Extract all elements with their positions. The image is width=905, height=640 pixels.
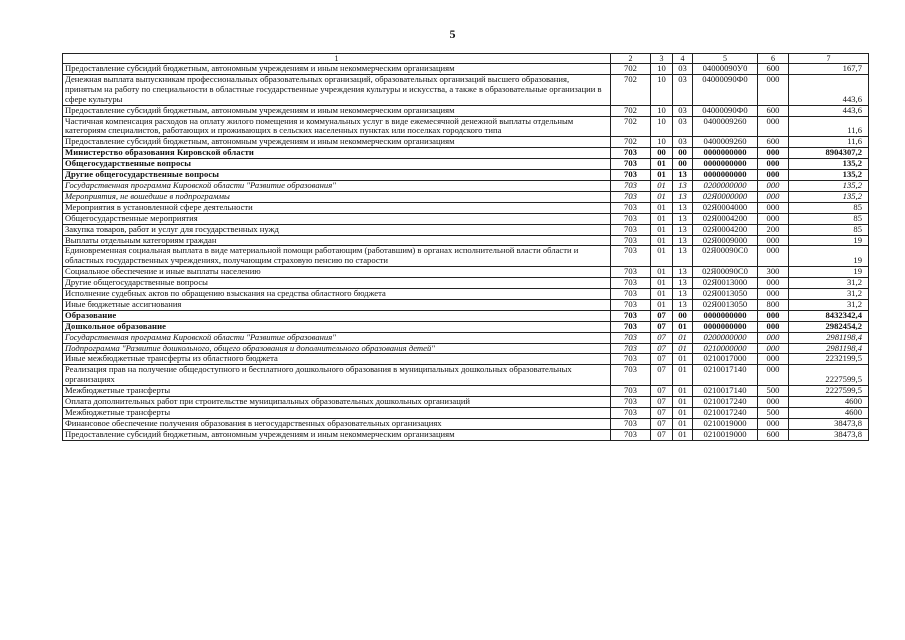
section-code-cell: 01 (651, 235, 673, 246)
row-description-cell: Предоставление субсидий бюджетным, автономным учреждениям и иным некоммерческим организациям (63, 429, 611, 440)
row-description-cell: Предоставление субсидий бюджетным, автономным учреждениям и иным некоммерческим организациям (63, 64, 611, 75)
section-code-cell: 07 (651, 365, 673, 386)
ministry-code-cell: 702 (611, 74, 651, 105)
row-description-cell: Социальное обеспечение и иные выплаты населению (63, 267, 611, 278)
header-cell: 6 (758, 54, 789, 64)
expense-type-code-cell: 000 (758, 213, 789, 224)
subsection-code-cell: 13 (673, 289, 693, 300)
section-code-cell: 01 (651, 246, 673, 267)
table-row (63, 180, 869, 191)
expense-type-code-cell: 000 (758, 397, 789, 408)
section-code-cell: 07 (651, 397, 673, 408)
subsection-code-cell: 01 (673, 386, 693, 397)
section-code-cell: 10 (651, 74, 673, 105)
row-description-cell: Единовременная социальная выплата в виде материальной помощи работающим (работавшим) в органах исполнительной власти области и областных государственных учреждениях, получающим страховую пенсию по старости (63, 246, 611, 267)
table-row (63, 289, 869, 300)
row-description-cell: Мероприятия, не вошедшие в подпрограммы (63, 191, 611, 202)
ministry-code-cell: 703 (611, 202, 651, 213)
subsection-code-cell: 01 (673, 354, 693, 365)
row-description-cell: Иные межбюджетные трансферты из областного бюджета (63, 354, 611, 365)
ministry-code-cell: 703 (611, 170, 651, 181)
row-description-cell: Другие общегосударственные вопросы (63, 170, 611, 181)
section-code-cell: 01 (651, 267, 673, 278)
row-description-cell: Иные бюджетные ассигнования (63, 299, 611, 310)
target-article-code-cell: 0210000000 (693, 343, 758, 354)
expense-type-code-cell: 000 (758, 159, 789, 170)
ministry-code-cell: 703 (611, 321, 651, 332)
amount-cell: 135,2 (789, 159, 869, 170)
ministry-code-cell: 703 (611, 191, 651, 202)
subsection-code-cell: 01 (673, 343, 693, 354)
subsection-code-cell: 01 (673, 321, 693, 332)
table-row (63, 386, 869, 397)
target-article-code-cell: 0210019000 (693, 429, 758, 440)
expense-type-code-cell: 000 (758, 170, 789, 181)
ministry-code-cell: 703 (611, 310, 651, 321)
row-description-cell: Частичная компенсация расходов на оплату жилого помещения и коммунальных услуг в виде ежемесячной денежной выплаты отдельным категориям специалистов, работающих и проживающих в сельских населенных пунктах или поселках городского типа (63, 116, 611, 137)
expense-type-code-cell: 500 (758, 386, 789, 397)
header-cell: 7 (789, 54, 869, 64)
table-body (63, 54, 869, 441)
row-description-cell: Государственная программа Кировской области "Развитие образования" (63, 180, 611, 191)
target-article-code-cell: 0210017000 (693, 354, 758, 365)
table-row (63, 105, 869, 116)
expense-type-code-cell: 000 (758, 332, 789, 343)
row-description-cell: Другие общегосударственные вопросы (63, 278, 611, 289)
target-article-code-cell: 02Я0013050 (693, 289, 758, 300)
subsection-code-cell: 00 (673, 148, 693, 159)
table-row (63, 408, 869, 419)
target-article-code-cell: 02Я0009000 (693, 235, 758, 246)
amount-cell: 2981198,4 (789, 343, 869, 354)
ministry-code-cell: 703 (611, 408, 651, 419)
table-row (63, 310, 869, 321)
expense-type-code-cell: 800 (758, 299, 789, 310)
ministry-code-cell: 703 (611, 386, 651, 397)
target-article-code-cell: 0400009260 (693, 116, 758, 137)
table-row (63, 137, 869, 148)
section-code-cell: 01 (651, 289, 673, 300)
target-article-code-cell: 0200000000 (693, 180, 758, 191)
section-code-cell: 07 (651, 429, 673, 440)
expense-type-code-cell: 600 (758, 105, 789, 116)
expense-type-code-cell: 000 (758, 235, 789, 246)
expense-type-code-cell: 000 (758, 321, 789, 332)
table-row (63, 278, 869, 289)
target-article-code-cell: 02Я0013000 (693, 278, 758, 289)
table-row (63, 397, 869, 408)
ministry-code-cell: 703 (611, 343, 651, 354)
subsection-code-cell: 01 (673, 418, 693, 429)
target-article-code-cell: 02Я0000000 (693, 191, 758, 202)
amount-cell: 11,6 (789, 137, 869, 148)
subsection-code-cell: 01 (673, 408, 693, 419)
section-code-cell: 07 (651, 343, 673, 354)
table-row (63, 299, 869, 310)
table-row (63, 213, 869, 224)
subsection-code-cell: 13 (673, 224, 693, 235)
amount-cell: 443,6 (789, 74, 869, 105)
ministry-code-cell: 703 (611, 418, 651, 429)
amount-cell: 2982454,2 (789, 321, 869, 332)
table-row (63, 191, 869, 202)
row-description-cell: Оплата дополнительных работ при строительстве муниципальных образовательных дошкольных организаций (63, 397, 611, 408)
subsection-code-cell: 13 (673, 180, 693, 191)
target-article-code-cell: 04000090У0 (693, 64, 758, 75)
ministry-code-cell: 703 (611, 278, 651, 289)
amount-cell: 31,2 (789, 278, 869, 289)
amount-cell: 85 (789, 202, 869, 213)
ministry-code-cell: 702 (611, 64, 651, 75)
ministry-code-cell: 703 (611, 332, 651, 343)
target-article-code-cell: 0000000000 (693, 159, 758, 170)
section-code-cell: 07 (651, 386, 673, 397)
amount-cell: 8432342,4 (789, 310, 869, 321)
expense-type-code-cell: 000 (758, 365, 789, 386)
ministry-code-cell: 703 (611, 354, 651, 365)
section-code-cell: 07 (651, 354, 673, 365)
section-code-cell: 10 (651, 116, 673, 137)
section-code-cell: 10 (651, 64, 673, 75)
row-description-cell: Подпрограмма "Развитие дошкольного, общего образования и дополнительного образования детей" (63, 343, 611, 354)
row-description-cell: Дошкольное образование (63, 321, 611, 332)
row-description-cell: Мероприятия в установленной сфере деятельности (63, 202, 611, 213)
amount-cell: 31,2 (789, 289, 869, 300)
section-code-cell: 01 (651, 224, 673, 235)
target-article-code-cell: 0000000000 (693, 321, 758, 332)
amount-cell: 85 (789, 213, 869, 224)
table-row (63, 74, 869, 105)
target-article-code-cell: 02Я0004200 (693, 213, 758, 224)
row-description-cell: Выплаты отдельным категориям граждан (63, 235, 611, 246)
amount-cell: 135,2 (789, 191, 869, 202)
table-row (63, 170, 869, 181)
page-number: 5 (449, 27, 456, 41)
amount-cell: 31,2 (789, 299, 869, 310)
subsection-code-cell: 13 (673, 170, 693, 181)
row-description-cell: Министерство образования Кировской области (63, 148, 611, 159)
section-code-cell: 10 (651, 105, 673, 116)
section-code-cell: 07 (651, 418, 673, 429)
section-code-cell: 01 (651, 202, 673, 213)
header-cell: 3 (651, 54, 673, 64)
expense-type-code-cell: 600 (758, 137, 789, 148)
table-row (63, 267, 869, 278)
budget-table (62, 53, 869, 441)
amount-cell: 38473,8 (789, 418, 869, 429)
expense-type-code-cell: 200 (758, 224, 789, 235)
table-row (63, 159, 869, 170)
subsection-code-cell: 03 (673, 116, 693, 137)
row-description-cell: Финансовое обеспечение получения образования в негосударственных образовательных организациях (63, 418, 611, 429)
amount-cell: 2227599,5 (789, 386, 869, 397)
target-article-code-cell: 02Я0013050 (693, 299, 758, 310)
amount-cell: 135,2 (789, 180, 869, 191)
subsection-code-cell: 01 (673, 332, 693, 343)
ministry-code-cell: 703 (611, 148, 651, 159)
subsection-code-cell: 03 (673, 74, 693, 105)
section-code-cell: 01 (651, 213, 673, 224)
expense-type-code-cell: 600 (758, 429, 789, 440)
subsection-code-cell: 03 (673, 105, 693, 116)
target-article-code-cell: 02Я00090С0 (693, 267, 758, 278)
row-description-cell: Государственная программа Кировской области "Развитие образования" (63, 332, 611, 343)
section-code-cell: 01 (651, 159, 673, 170)
subsection-code-cell: 03 (673, 64, 693, 75)
section-code-cell: 01 (651, 170, 673, 181)
ministry-code-cell: 703 (611, 180, 651, 191)
subsection-code-cell: 13 (673, 299, 693, 310)
target-article-code-cell: 0400009260 (693, 137, 758, 148)
row-description-cell: Предоставление субсидий бюджетным, автономным учреждениям и иным некоммерческим организациям (63, 105, 611, 116)
subsection-code-cell: 13 (673, 278, 693, 289)
amount-cell: 19 (789, 246, 869, 267)
amount-cell: 38473,8 (789, 429, 869, 440)
section-code-cell: 07 (651, 408, 673, 419)
target-article-code-cell: 0210019000 (693, 418, 758, 429)
ministry-code-cell: 703 (611, 397, 651, 408)
target-article-code-cell: 0000000000 (693, 170, 758, 181)
expense-type-code-cell: 000 (758, 343, 789, 354)
ministry-code-cell: 702 (611, 105, 651, 116)
ministry-code-cell: 703 (611, 365, 651, 386)
expense-type-code-cell: 000 (758, 202, 789, 213)
table-row (63, 354, 869, 365)
table-header-row (63, 54, 869, 64)
ministry-code-cell: 703 (611, 159, 651, 170)
subsection-code-cell: 01 (673, 397, 693, 408)
amount-cell: 4600 (789, 397, 869, 408)
section-code-cell: 01 (651, 278, 673, 289)
amount-cell: 19 (789, 235, 869, 246)
subsection-code-cell: 13 (673, 246, 693, 267)
expense-type-code-cell: 000 (758, 74, 789, 105)
expense-type-code-cell: 000 (758, 310, 789, 321)
target-article-code-cell: 0210017140 (693, 365, 758, 386)
expense-type-code-cell: 000 (758, 278, 789, 289)
target-article-code-cell: 0000000000 (693, 148, 758, 159)
section-code-cell: 07 (651, 332, 673, 343)
target-article-code-cell: 04000090Ф0 (693, 74, 758, 105)
subsection-code-cell: 13 (673, 202, 693, 213)
expense-type-code-cell: 000 (758, 116, 789, 137)
ministry-code-cell: 703 (611, 246, 651, 267)
table-row (63, 429, 869, 440)
amount-cell: 443,6 (789, 105, 869, 116)
amount-cell: 4600 (789, 408, 869, 419)
amount-cell: 2232199,5 (789, 354, 869, 365)
ministry-code-cell: 702 (611, 137, 651, 148)
expense-type-code-cell: 000 (758, 191, 789, 202)
amount-cell: 2227599,5 (789, 365, 869, 386)
subsection-code-cell: 01 (673, 365, 693, 386)
subsection-code-cell: 03 (673, 137, 693, 148)
section-code-cell: 07 (651, 321, 673, 332)
table-row (63, 148, 869, 159)
target-article-code-cell: 0210017240 (693, 397, 758, 408)
target-article-code-cell: 02Я0004000 (693, 202, 758, 213)
section-code-cell: 07 (651, 310, 673, 321)
expense-type-code-cell: 000 (758, 289, 789, 300)
row-description-cell: Общегосударственные вопросы (63, 159, 611, 170)
ministry-code-cell: 703 (611, 299, 651, 310)
expense-type-code-cell: 600 (758, 64, 789, 75)
header-cell: 2 (611, 54, 651, 64)
table-row (63, 246, 869, 267)
table-row (63, 321, 869, 332)
row-description-cell: Реализация прав на получение общедоступного и бесплатного дошкольного образования в муниципальных дошкольных образовательных организациях (63, 365, 611, 386)
ministry-code-cell: 702 (611, 116, 651, 137)
table-row (63, 116, 869, 137)
subsection-code-cell: 00 (673, 310, 693, 321)
amount-cell: 19 (789, 267, 869, 278)
expense-type-code-cell: 000 (758, 418, 789, 429)
header-cell: 5 (693, 54, 758, 64)
amount-cell: 2981198,4 (789, 332, 869, 343)
row-description-cell: Исполнение судебных актов по обращению взыскания на средства областного бюджета (63, 289, 611, 300)
ministry-code-cell: 703 (611, 213, 651, 224)
row-description-cell: Общегосударственные мероприятия (63, 213, 611, 224)
amount-cell: 8904307,2 (789, 148, 869, 159)
target-article-code-cell: 0200000000 (693, 332, 758, 343)
table-row (63, 343, 869, 354)
section-code-cell: 10 (651, 137, 673, 148)
amount-cell: 11,6 (789, 116, 869, 137)
header-cell: 1 (63, 54, 611, 64)
row-description-cell: Предоставление субсидий бюджетным, автономным учреждениям и иным некоммерческим организациям (63, 137, 611, 148)
table-row (63, 64, 869, 75)
subsection-code-cell: 13 (673, 213, 693, 224)
table-row (63, 202, 869, 213)
target-article-code-cell: 02Я0004200 (693, 224, 758, 235)
ministry-code-cell: 703 (611, 224, 651, 235)
amount-cell: 85 (789, 224, 869, 235)
header-cell: 4 (673, 54, 693, 64)
target-article-code-cell: 04000090Ф0 (693, 105, 758, 116)
ministry-code-cell: 703 (611, 289, 651, 300)
subsection-code-cell: 00 (673, 159, 693, 170)
table-row (63, 365, 869, 386)
amount-cell: 135,2 (789, 170, 869, 181)
amount-cell: 167,7 (789, 64, 869, 75)
expense-type-code-cell: 000 (758, 354, 789, 365)
row-description-cell: Закупка товаров, работ и услуг для государственных нужд (63, 224, 611, 235)
expense-type-code-cell: 300 (758, 267, 789, 278)
expense-type-code-cell: 000 (758, 180, 789, 191)
section-code-cell: 01 (651, 180, 673, 191)
row-description-cell: Образование (63, 310, 611, 321)
section-code-cell: 01 (651, 191, 673, 202)
target-article-code-cell: 02Я00090С0 (693, 246, 758, 267)
row-description-cell: Межбюджетные трансферты (63, 408, 611, 419)
ministry-code-cell: 703 (611, 267, 651, 278)
row-description-cell: Межбюджетные трансферты (63, 386, 611, 397)
expense-type-code-cell: 500 (758, 408, 789, 419)
ministry-code-cell: 703 (611, 235, 651, 246)
expense-type-code-cell: 000 (758, 246, 789, 267)
section-code-cell: 01 (651, 299, 673, 310)
table-row (63, 332, 869, 343)
row-description-cell: Денежная выплата выпускникам профессиональных образовательных организаций, образовательных организаций высшего образования, принятым на работу по специальности в областные государственные учреждения культуры и искусства, а также в образовательные организации в сфере культуры (63, 74, 611, 105)
target-article-code-cell: 0210017140 (693, 386, 758, 397)
ministry-code-cell: 703 (611, 429, 651, 440)
expense-type-code-cell: 000 (758, 148, 789, 159)
target-article-code-cell: 0210017240 (693, 408, 758, 419)
section-code-cell: 00 (651, 148, 673, 159)
subsection-code-cell: 01 (673, 429, 693, 440)
target-article-code-cell: 0000000000 (693, 310, 758, 321)
table-row (63, 224, 869, 235)
subsection-code-cell: 13 (673, 191, 693, 202)
subsection-code-cell: 13 (673, 267, 693, 278)
subsection-code-cell: 13 (673, 235, 693, 246)
table-row (63, 418, 869, 429)
table-row (63, 235, 869, 246)
